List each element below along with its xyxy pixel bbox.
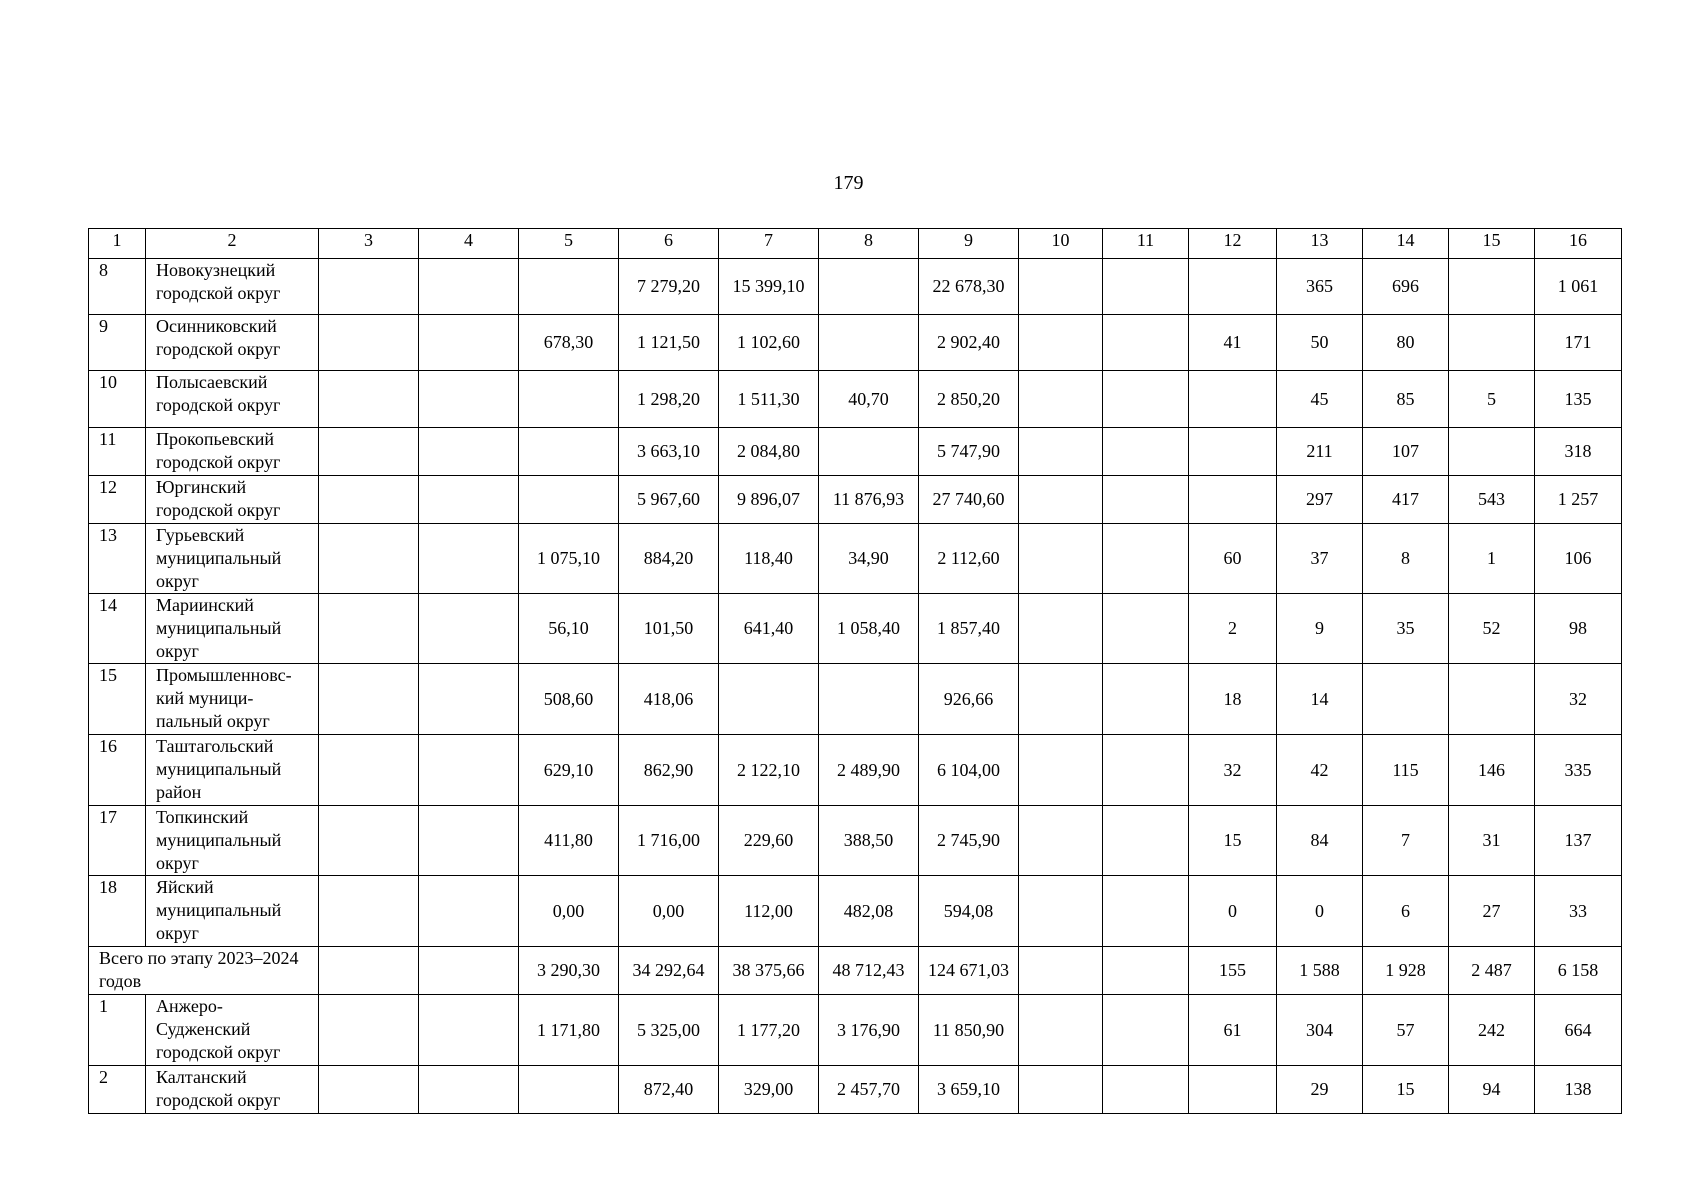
table-cell [419, 315, 519, 371]
municipality-name: Калтанский городской округ [146, 1066, 319, 1114]
table-cell [1103, 1066, 1189, 1114]
table-cell [819, 315, 919, 371]
table-cell: 61 [1189, 995, 1277, 1066]
table-cell [1103, 664, 1189, 735]
table-cell [419, 259, 519, 315]
table-cell: 57 [1363, 995, 1449, 1066]
table-cell: 3 176,90 [819, 995, 919, 1066]
table-cell: 118,40 [719, 524, 819, 594]
table-cell [319, 315, 419, 371]
table-cell: 9 [1277, 594, 1363, 664]
data-table [88, 228, 1622, 1114]
table-cell [819, 259, 919, 315]
table-cell [819, 428, 919, 476]
table-cell: 594,08 [919, 876, 1019, 947]
column-header: 15 [1449, 229, 1535, 259]
table-cell: 124 671,03 [919, 947, 1019, 995]
table-cell: 7 [1363, 806, 1449, 876]
table-cell: 6 104,00 [919, 735, 1019, 806]
municipality-name: Осинниковский городской округ [146, 315, 319, 371]
table-cell: 11 850,90 [919, 995, 1019, 1066]
table-cell [1103, 876, 1189, 947]
table-cell: 2 112,60 [919, 524, 1019, 594]
table-cell: 211 [1277, 428, 1363, 476]
table-cell: 1 857,40 [919, 594, 1019, 664]
table-cell [1103, 806, 1189, 876]
column-header: 11 [1103, 229, 1189, 259]
row-number: 2 [89, 1066, 146, 1114]
table-cell: 2 850,20 [919, 371, 1019, 428]
municipality-name: Таштагольский муниципальный район [146, 735, 319, 806]
table-cell: 0 [1277, 876, 1363, 947]
municipality-name: Промышленновс-кий муници-пальный округ [146, 664, 319, 735]
table-row [89, 259, 1622, 315]
table-cell: 872,40 [619, 1066, 719, 1114]
table-cell [319, 664, 419, 735]
table-cell [319, 806, 419, 876]
table-cell [1019, 476, 1103, 524]
table-cell: 32 [1535, 664, 1622, 735]
table-cell: 8 [1363, 524, 1449, 594]
table-cell [419, 476, 519, 524]
table-cell [1189, 1066, 1277, 1114]
table-cell: 15 399,10 [719, 259, 819, 315]
table-cell: 171 [1535, 315, 1622, 371]
row-number: 11 [89, 428, 146, 476]
column-header: 3 [319, 229, 419, 259]
table-cell [419, 594, 519, 664]
table-cell: 31 [1449, 806, 1535, 876]
row-number: 15 [89, 664, 146, 735]
column-header: 5 [519, 229, 619, 259]
table-cell: 50 [1277, 315, 1363, 371]
table-cell [1363, 664, 1449, 735]
table-cell: 3 290,30 [519, 947, 619, 995]
table-cell [419, 947, 519, 995]
table-row [89, 806, 1622, 876]
table-cell: 2 487 [1449, 947, 1535, 995]
table-cell: 641,40 [719, 594, 819, 664]
table-cell [1019, 947, 1103, 995]
table-cell [1019, 428, 1103, 476]
table-cell [319, 259, 419, 315]
table-row [89, 995, 1622, 1066]
table-cell: 38 375,66 [719, 947, 819, 995]
table-cell: 1 257 [1535, 476, 1622, 524]
table-cell: 27 [1449, 876, 1535, 947]
row-number: 1 [89, 995, 146, 1066]
column-header: 16 [1535, 229, 1622, 259]
row-number: 8 [89, 259, 146, 315]
table-cell: 862,90 [619, 735, 719, 806]
table-cell [1103, 995, 1189, 1066]
column-header: 1 [89, 229, 146, 259]
table-cell: 18 [1189, 664, 1277, 735]
table-cell [1449, 428, 1535, 476]
table-cell [319, 594, 419, 664]
table-cell: 85 [1363, 371, 1449, 428]
table-cell: 5 325,00 [619, 995, 719, 1066]
table-cell: 3 659,10 [919, 1066, 1019, 1114]
table-cell: 40,70 [819, 371, 919, 428]
table-cell [1189, 476, 1277, 524]
table-cell: 107 [1363, 428, 1449, 476]
table-cell: 35 [1363, 594, 1449, 664]
table-cell: 0,00 [619, 876, 719, 947]
table-cell [1449, 664, 1535, 735]
table-cell [1449, 259, 1535, 315]
table-cell: 34 292,64 [619, 947, 719, 995]
row-number: 10 [89, 371, 146, 428]
table-cell: 365 [1277, 259, 1363, 315]
table-cell: 45 [1277, 371, 1363, 428]
table-row [89, 876, 1622, 947]
municipality-name: Новокузнецкий городской округ [146, 259, 319, 315]
table-cell: 242 [1449, 995, 1535, 1066]
table-cell [1449, 315, 1535, 371]
table-cell [1019, 524, 1103, 594]
table-cell: 84 [1277, 806, 1363, 876]
table-cell: 543 [1449, 476, 1535, 524]
table-cell: 14 [1277, 664, 1363, 735]
table-cell [819, 664, 919, 735]
municipality-name: Яйский муниципальный округ [146, 876, 319, 947]
table-cell: 22 678,30 [919, 259, 1019, 315]
table-cell: 329,00 [719, 1066, 819, 1114]
table-cell: 304 [1277, 995, 1363, 1066]
table-cell [319, 995, 419, 1066]
table-cell [519, 1066, 619, 1114]
table-cell [319, 476, 419, 524]
table-cell: 138 [1535, 1066, 1622, 1114]
table-cell: 0,00 [519, 876, 619, 947]
table-cell [419, 428, 519, 476]
column-header: 4 [419, 229, 519, 259]
table-cell: 418,06 [619, 664, 719, 735]
table-cell: 1 716,00 [619, 806, 719, 876]
table-cell [1019, 1066, 1103, 1114]
table-cell: 482,08 [819, 876, 919, 947]
table-cell [1103, 476, 1189, 524]
table-cell: 1 061 [1535, 259, 1622, 315]
table-cell: 388,50 [819, 806, 919, 876]
table-cell [419, 735, 519, 806]
total-row [89, 947, 1622, 995]
table-cell: 56,10 [519, 594, 619, 664]
table-cell [1019, 735, 1103, 806]
row-number: 9 [89, 315, 146, 371]
table-cell: 926,66 [919, 664, 1019, 735]
table-cell: 664 [1535, 995, 1622, 1066]
table-cell: 5 967,60 [619, 476, 719, 524]
table-cell: 11 876,93 [819, 476, 919, 524]
municipality-name: Полысаевский городской округ [146, 371, 319, 428]
table-row [89, 735, 1622, 806]
table-cell: 696 [1363, 259, 1449, 315]
table-cell: 1 171,80 [519, 995, 619, 1066]
row-number: 17 [89, 806, 146, 876]
table-cell: 94 [1449, 1066, 1535, 1114]
table-cell: 2 [1189, 594, 1277, 664]
table-cell: 6 [1363, 876, 1449, 947]
table-cell: 1 298,20 [619, 371, 719, 428]
table-row [89, 428, 1622, 476]
row-number: 14 [89, 594, 146, 664]
table-cell [319, 1066, 419, 1114]
table-cell: 1 058,40 [819, 594, 919, 664]
table-cell: 884,20 [619, 524, 719, 594]
table-cell [319, 524, 419, 594]
table-cell [1019, 876, 1103, 947]
table-cell [719, 664, 819, 735]
municipality-name: Юргинский городской округ [146, 476, 319, 524]
table-cell: 2 084,80 [719, 428, 819, 476]
table-cell [1103, 371, 1189, 428]
table-cell [1103, 524, 1189, 594]
table-cell: 0 [1189, 876, 1277, 947]
table-cell: 1 511,30 [719, 371, 819, 428]
table-cell [1019, 259, 1103, 315]
column-header: 9 [919, 229, 1019, 259]
table-cell: 1 588 [1277, 947, 1363, 995]
table-cell [319, 428, 419, 476]
table-cell: 155 [1189, 947, 1277, 995]
table-cell: 3 663,10 [619, 428, 719, 476]
row-number: 16 [89, 735, 146, 806]
table-cell: 1 102,60 [719, 315, 819, 371]
table-cell: 42 [1277, 735, 1363, 806]
column-header: 10 [1019, 229, 1103, 259]
column-header: 2 [146, 229, 319, 259]
column-header: 6 [619, 229, 719, 259]
column-header: 14 [1363, 229, 1449, 259]
table-cell [419, 806, 519, 876]
table-cell: 98 [1535, 594, 1622, 664]
table-row [89, 371, 1622, 428]
table-cell [419, 995, 519, 1066]
table-cell: 5 [1449, 371, 1535, 428]
table-cell: 33 [1535, 876, 1622, 947]
table-cell: 34,90 [819, 524, 919, 594]
table-cell: 146 [1449, 735, 1535, 806]
table-cell [519, 371, 619, 428]
column-header: 7 [719, 229, 819, 259]
table-cell: 1 928 [1363, 947, 1449, 995]
table-row [89, 664, 1622, 735]
table-cell [1103, 259, 1189, 315]
table-cell [1103, 428, 1189, 476]
table-cell: 41 [1189, 315, 1277, 371]
municipality-name: Мариинский муниципальный округ [146, 594, 319, 664]
table-row [89, 524, 1622, 594]
table-row [89, 476, 1622, 524]
header-row [89, 229, 1622, 259]
table-cell: 297 [1277, 476, 1363, 524]
table-cell: 1 121,50 [619, 315, 719, 371]
table-cell [319, 735, 419, 806]
table-cell [1019, 371, 1103, 428]
table-cell: 27 740,60 [919, 476, 1019, 524]
table-cell [1103, 594, 1189, 664]
table-cell: 2 489,90 [819, 735, 919, 806]
table-cell [519, 428, 619, 476]
table-cell: 9 896,07 [719, 476, 819, 524]
table-cell: 60 [1189, 524, 1277, 594]
table-cell: 101,50 [619, 594, 719, 664]
row-number: 18 [89, 876, 146, 947]
table-cell: 1 [1449, 524, 1535, 594]
table-cell: 137 [1535, 806, 1622, 876]
table-cell: 335 [1535, 735, 1622, 806]
table-cell: 29 [1277, 1066, 1363, 1114]
table-cell [1103, 735, 1189, 806]
table-cell: 1 177,20 [719, 995, 819, 1066]
table-cell [1019, 806, 1103, 876]
table-cell: 80 [1363, 315, 1449, 371]
table-cell: 678,30 [519, 315, 619, 371]
table-cell [1019, 995, 1103, 1066]
table-cell: 15 [1189, 806, 1277, 876]
column-header: 12 [1189, 229, 1277, 259]
table-cell [519, 476, 619, 524]
municipality-name: Топкинский муниципальный округ [146, 806, 319, 876]
table-cell: 318 [1535, 428, 1622, 476]
table-cell: 2 745,90 [919, 806, 1019, 876]
table-row [89, 315, 1622, 371]
column-header: 8 [819, 229, 919, 259]
table-cell [1019, 315, 1103, 371]
table-row [89, 594, 1622, 664]
table-row [89, 1066, 1622, 1114]
page-number: 179 [833, 172, 864, 194]
table-cell [419, 876, 519, 947]
table-cell [319, 947, 419, 995]
municipality-name: Гурьевский муниципальный округ [146, 524, 319, 594]
row-number: 12 [89, 476, 146, 524]
table-cell: 2 902,40 [919, 315, 1019, 371]
table-cell: 229,60 [719, 806, 819, 876]
table-cell [319, 876, 419, 947]
table-cell [419, 664, 519, 735]
table-cell: 1 075,10 [519, 524, 619, 594]
municipality-name: Анжеро-Судженский городской округ [146, 995, 319, 1066]
table-cell [519, 259, 619, 315]
table-cell: 37 [1277, 524, 1363, 594]
table-cell: 32 [1189, 735, 1277, 806]
table-cell: 15 [1363, 1066, 1449, 1114]
table-cell: 5 747,90 [919, 428, 1019, 476]
table-cell [419, 524, 519, 594]
column-header: 13 [1277, 229, 1363, 259]
table-cell [319, 371, 419, 428]
table-cell: 417 [1363, 476, 1449, 524]
table-cell [419, 371, 519, 428]
table-cell [419, 1066, 519, 1114]
table-cell [1189, 259, 1277, 315]
table-cell [1189, 371, 1277, 428]
table-cell: 629,10 [519, 735, 619, 806]
table-cell: 411,80 [519, 806, 619, 876]
table-cell: 48 712,43 [819, 947, 919, 995]
total-label: Всего по этапу 2023–2024 годов [89, 947, 319, 995]
table-cell: 135 [1535, 371, 1622, 428]
table-cell: 106 [1535, 524, 1622, 594]
table-cell [1189, 428, 1277, 476]
table-cell: 2 457,70 [819, 1066, 919, 1114]
table-cell [1103, 315, 1189, 371]
table-cell: 52 [1449, 594, 1535, 664]
table-cell: 2 122,10 [719, 735, 819, 806]
municipality-name: Прокопьевский городской округ [146, 428, 319, 476]
table-cell [1103, 947, 1189, 995]
table-cell: 112,00 [719, 876, 819, 947]
table-cell: 115 [1363, 735, 1449, 806]
row-number: 13 [89, 524, 146, 594]
table-cell [1019, 664, 1103, 735]
table-cell: 6 158 [1535, 947, 1622, 995]
table-cell: 7 279,20 [619, 259, 719, 315]
table-cell: 508,60 [519, 664, 619, 735]
table-cell [1019, 594, 1103, 664]
